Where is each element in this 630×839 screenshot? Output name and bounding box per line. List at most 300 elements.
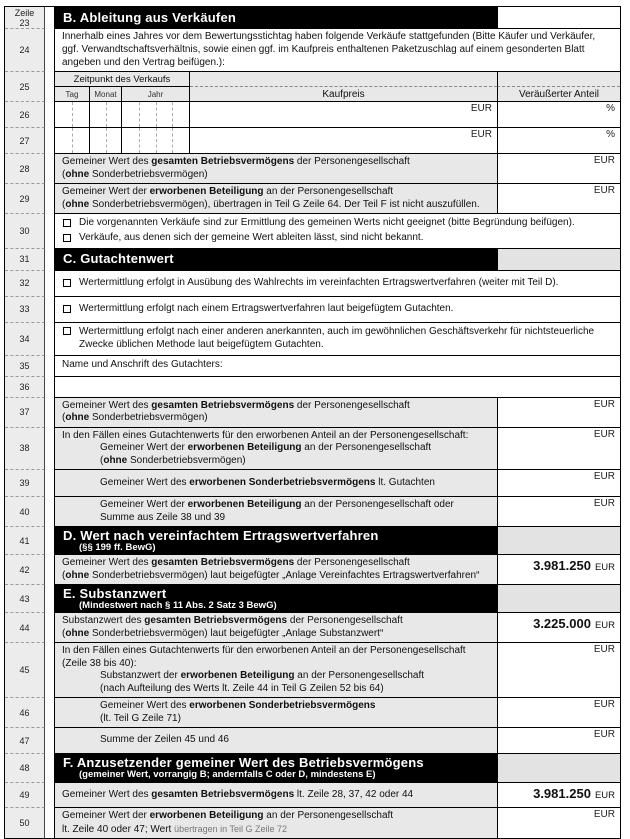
digit-divider xyxy=(139,102,140,127)
label-text: In den Fällen eines Gutachtenwerts für den erworbenen Anteil an der Personengesellschaft: xyxy=(62,429,469,441)
row-39-cell xyxy=(54,470,620,497)
section-f-right-cell xyxy=(497,754,620,782)
section-e-subtitle: (Mindestwert nach § 11 Abs. 2 Satz 3 BewG) xyxy=(79,599,277,611)
row-47-cell xyxy=(54,728,620,754)
sale-date-group-header: Zeitpunkt des Verkaufs xyxy=(55,72,190,87)
digit-divider xyxy=(156,128,157,153)
label-text: Sonderbetriebsvermögen) laut beigefügter „Anlage Substanzwert“ xyxy=(89,627,384,639)
label-text: an der Personengesellschaft xyxy=(294,670,425,682)
label-text-bold: erworbenen Beteiligung xyxy=(187,442,302,454)
label-text: Sonderbetriebsvermögen) xyxy=(127,454,246,466)
label-text: Gemeiner Wert des xyxy=(62,399,152,411)
row-28-cell xyxy=(54,154,620,184)
zeile-number: 44 xyxy=(19,622,30,633)
checkbox-label: Verkäufe, aus denen sich der gemeine Wert ableiten lässt, sind nicht bekannt. xyxy=(79,232,424,244)
anteil-header-spacer xyxy=(497,72,620,87)
section-b-header xyxy=(55,7,497,28)
label-text-bold: ohne xyxy=(65,412,90,424)
form-row-31 xyxy=(5,249,620,271)
label-text-bold: gesamten Betriebsvermögens xyxy=(151,788,295,800)
section-e-header xyxy=(55,585,497,612)
zeile-number: 47 xyxy=(19,735,30,746)
zeile-cell xyxy=(5,555,45,585)
checkbox-line xyxy=(62,277,612,290)
label-text-bold: gesamten Betriebsvermögens xyxy=(144,615,288,627)
checkbox-line xyxy=(62,303,612,316)
digit-divider xyxy=(72,128,73,153)
section-f-row xyxy=(54,754,620,783)
section-c-right-cell xyxy=(497,249,620,270)
sales-intro-text: Innerhalb eines Jahres vor dem Bewertungsstichtag haben folgende Verkäufe stattgefunden (Bitte Käufer und Verkäufer, ggf. Verwandtschaftsverhältnis, sowie einen ggf. im Kaufpreis enthaltenen Paketzuschlag auf einem gesonderten Blatt angeben und den Vertrag beifügen.): xyxy=(62,31,596,68)
form-row-36 xyxy=(5,377,620,398)
section-c-title: C. Gutachtenwert xyxy=(63,251,174,267)
label-text: Gemeiner Wert des xyxy=(62,156,152,168)
zeile-number: 27 xyxy=(19,135,30,146)
label-text: der Personengesellschaft xyxy=(294,557,410,569)
zeile-cell xyxy=(5,728,45,754)
section-e-row xyxy=(54,585,620,613)
form-row-38 xyxy=(5,428,620,471)
label-text: der Personengesellschaft xyxy=(294,156,410,168)
label-text-bold: erworbenen Beteiligung xyxy=(149,186,264,198)
checkbox-icon[interactable] xyxy=(63,279,71,287)
label-text: (nach Aufteilung des Werts lt. Zeile 44 in Teil G Zeilen 52 bis 64) xyxy=(100,682,384,694)
row-46-cell xyxy=(54,698,620,728)
tax-form-sheet xyxy=(4,6,621,839)
zeile-number: 35 xyxy=(19,360,30,371)
column-gap xyxy=(45,154,54,184)
label-text-bold: erworbenen Beteiligung xyxy=(149,810,264,822)
form-row-28 xyxy=(5,154,620,184)
form-row-48 xyxy=(5,754,620,783)
checkbox-line xyxy=(62,326,612,352)
zeile-number: 49 xyxy=(19,790,30,801)
zeile-cell xyxy=(5,808,45,838)
zeile-cell xyxy=(5,356,45,377)
column-gap xyxy=(45,102,54,128)
form-row-39 xyxy=(5,470,620,497)
label-text: ( xyxy=(62,198,66,210)
eur-value-field-46[interactable] xyxy=(497,698,620,727)
label-text: Gemeiner Wert des xyxy=(62,788,152,800)
zeile-number: 38 xyxy=(19,443,30,454)
label-text: Summe der Zeilen 45 und 46 xyxy=(100,734,229,746)
zeile-cell xyxy=(5,271,45,297)
kaufpreis-input-2[interactable] xyxy=(190,128,497,153)
label-text: an der Personengesellschaft oder xyxy=(301,499,454,511)
column-gap xyxy=(45,754,54,783)
column-gap xyxy=(45,555,54,585)
zeile-cell xyxy=(5,428,45,471)
zeile-number: 37 xyxy=(19,407,30,418)
row-42-label xyxy=(55,555,497,584)
column-gap xyxy=(45,297,54,323)
label-text-bold: erworbenen Sonderbetriebsvermögens xyxy=(189,476,376,488)
gutachter-label: Name und Anschrift des Gutachters: xyxy=(62,359,223,371)
digit-divider xyxy=(156,102,157,127)
label-text-bold: erworbenen Beteiligung xyxy=(187,499,302,511)
zeile-header-cell xyxy=(5,7,45,29)
zeile-number: 48 xyxy=(19,763,30,774)
zeile-number: 34 xyxy=(19,333,30,344)
row-45-cell xyxy=(54,643,620,698)
row-32-cell xyxy=(54,271,620,297)
zeile-number: 36 xyxy=(19,381,30,392)
checkbox-icon[interactable] xyxy=(63,234,71,242)
column-gap xyxy=(45,29,54,72)
eur-unit-label: EUR xyxy=(593,398,615,410)
column-gap xyxy=(45,808,54,838)
label-text: Sonderbetriebsvermögen) xyxy=(89,168,208,180)
eur-unit-label: EUR xyxy=(593,185,615,197)
form-row-27 xyxy=(5,128,620,154)
column-gap xyxy=(45,323,54,356)
row-47-label xyxy=(55,728,497,753)
month-column-header: Monat xyxy=(90,87,122,101)
section-d-header xyxy=(55,527,497,554)
eur-value-field-28[interactable] xyxy=(497,154,620,183)
zeile-number: 46 xyxy=(19,707,30,718)
column-gap xyxy=(45,613,54,643)
label-text-bold: gesamten Betriebsvermögens xyxy=(151,399,295,411)
eur-value-field-38[interactable] xyxy=(497,428,620,470)
sale-header-top xyxy=(55,72,620,87)
percent-unit-label: % xyxy=(606,103,615,115)
eur-unit-label: EUR xyxy=(593,809,615,821)
label-text: lt. Zeile 40 oder 47; Wert xyxy=(62,823,175,835)
row-40-label xyxy=(55,497,497,526)
section-d-row xyxy=(54,527,620,555)
label-text: Gemeiner Wert der xyxy=(100,499,188,511)
row-40-cell xyxy=(54,497,620,527)
form-row-24 xyxy=(5,29,620,72)
zeile-label: Zeile xyxy=(14,7,35,18)
row-49-label xyxy=(55,783,497,807)
zeile-cell xyxy=(5,72,45,102)
section-c-row xyxy=(54,249,620,271)
zeile-cell xyxy=(5,214,45,249)
zeile-cell xyxy=(5,497,45,527)
sales-intro-cell xyxy=(54,29,620,72)
zeile-number: 31 xyxy=(19,254,30,265)
form-row-25 xyxy=(5,72,620,102)
digit-divider xyxy=(139,128,140,153)
label-text: Gemeiner Wert der xyxy=(100,442,188,454)
column-gap xyxy=(45,7,54,29)
column-gap xyxy=(45,527,54,555)
zeile-cell xyxy=(5,698,45,728)
row-34-cell xyxy=(54,323,620,356)
sale-entry-row-1 xyxy=(54,102,620,128)
section-d-title: D. Wert nach vereinfachtem Ertragswertverfahren xyxy=(63,527,379,543)
eur-unit-label: EUR xyxy=(593,699,615,711)
eur-unit-label: EUR xyxy=(470,103,492,115)
section-f-subtitle: (gemeiner Wert, vorrangig B; andernfalls C oder D, mindestens E) xyxy=(79,769,376,781)
zeile-number: 39 xyxy=(19,478,30,489)
label-text: Gemeiner Wert der xyxy=(62,186,150,198)
kaufpreis-header-spacer xyxy=(190,72,497,87)
row-30-cell xyxy=(54,214,620,249)
row-49-cell xyxy=(54,783,620,808)
section-c-header xyxy=(55,249,497,270)
section-b-title: B. Ableitung aus Verkäufen xyxy=(63,9,237,25)
column-gap xyxy=(45,428,54,471)
column-gap xyxy=(45,249,54,271)
label-text: der Personengesellschaft xyxy=(294,399,410,411)
zeile-number: 32 xyxy=(19,278,30,289)
column-gap xyxy=(45,128,54,154)
column-gap xyxy=(45,783,54,808)
label-text: an der Personengesellschaft xyxy=(263,810,394,822)
label-text: ( xyxy=(62,627,66,639)
label-text: Gemeiner Wert des xyxy=(100,476,190,488)
eur-unit-label: EUR xyxy=(593,644,615,656)
zeile-number: 33 xyxy=(19,304,30,315)
row-42-cell xyxy=(54,555,620,585)
label-text: Summe aus Zeile 38 und 39 xyxy=(100,511,226,523)
form-row-40 xyxy=(5,497,620,527)
eur-unit-label: EUR xyxy=(593,428,615,440)
gutachter-entry-area[interactable] xyxy=(54,377,620,398)
column-gap xyxy=(45,72,54,102)
year-input-1[interactable] xyxy=(122,102,190,127)
eur-value-field-44[interactable] xyxy=(497,613,620,642)
year-input-2[interactable] xyxy=(122,128,190,153)
row-45-label xyxy=(55,643,497,697)
zeile-number: 40 xyxy=(19,506,30,517)
form-row-43 xyxy=(5,585,620,613)
form-row-37 xyxy=(5,398,620,428)
value-amount: 3.225.000 xyxy=(533,616,591,632)
zeile-cell xyxy=(5,398,45,428)
label-text-bold: gesamten Betriebsvermögens xyxy=(151,557,295,569)
form-row-35 xyxy=(5,356,620,377)
row-37-cell xyxy=(54,398,620,428)
digit-divider xyxy=(72,102,73,127)
form-row-34 xyxy=(5,323,620,356)
zeile-number: 24 xyxy=(19,45,30,56)
zeile-cell xyxy=(5,783,45,808)
day-column-header: Tag xyxy=(55,87,90,101)
zeile-cell xyxy=(5,470,45,497)
eur-value-field-50[interactable] xyxy=(497,808,620,838)
column-gap xyxy=(45,585,54,613)
form-row-45 xyxy=(5,643,620,698)
column-gap xyxy=(45,728,54,754)
label-text: ( xyxy=(62,168,66,180)
form-row-32 xyxy=(5,271,620,297)
eur-unit-label: EUR xyxy=(593,471,615,483)
label-text: In den Fällen eines Gutachtenwerts für den erworbenen Anteil an der Personengesellschaft xyxy=(62,645,466,657)
column-gap xyxy=(45,398,54,428)
eur-value-field-47[interactable] xyxy=(497,728,620,753)
checkbox-line xyxy=(62,232,612,245)
year-column-header: Jahr xyxy=(122,87,190,101)
row-29-cell xyxy=(54,184,620,214)
eur-unit-label: EUR xyxy=(594,619,615,631)
zeile-number: 23 xyxy=(19,17,30,28)
label-text: ( xyxy=(62,569,66,581)
zeile-cell xyxy=(5,249,45,271)
row-35-cell xyxy=(54,356,620,377)
form-row-29 xyxy=(5,184,620,214)
label-text: ( xyxy=(62,412,66,424)
section-e-right-cell xyxy=(497,585,620,612)
label-text: lt. Gutachten xyxy=(375,476,435,488)
digit-divider xyxy=(106,102,107,127)
zeile-cell xyxy=(5,323,45,356)
label-text: Sonderbetriebsvermögen), übertragen in Teil G Zeile 64. Der Teil F ist nicht auszufüllen. xyxy=(89,198,480,210)
label-text-bold: ohne xyxy=(103,454,128,466)
checkbox-icon[interactable] xyxy=(63,219,71,227)
label-text: der Personengesellschaft xyxy=(287,615,403,627)
eur-unit-label: EUR xyxy=(593,498,615,510)
checkbox-label: Die vorgenannten Verkäufe sind zur Ermittlung des gemeinen Werts nicht geeignet (bitte Begründung beifügen). xyxy=(79,217,575,229)
column-gap xyxy=(45,356,54,377)
label-text: an der Personengesellschaft xyxy=(301,442,432,454)
label-text-bold: ohne xyxy=(65,569,90,581)
zeile-number: 42 xyxy=(19,564,30,575)
eur-unit-label: EUR xyxy=(593,155,615,167)
eur-value-field-49[interactable] xyxy=(497,783,620,807)
form-row-47 xyxy=(5,728,620,754)
checkbox-icon[interactable] xyxy=(63,305,71,313)
label-text: Sonderbetriebsvermögen) laut beigefügter „Anlage Vereinfachtes Ertragswertverfahren“ xyxy=(89,569,480,581)
digit-divider xyxy=(172,128,173,153)
kaufpreis-input-1[interactable] xyxy=(190,102,497,127)
row-39-label xyxy=(55,470,497,496)
row-44-cell xyxy=(54,613,620,643)
anteil-input-1[interactable] xyxy=(497,102,620,127)
form-row-33 xyxy=(5,297,620,323)
zeile-cell xyxy=(5,643,45,698)
column-gap xyxy=(45,184,54,214)
checkbox-line xyxy=(62,217,612,230)
form-row-30 xyxy=(5,214,620,249)
label-text-bold: erworbenen Beteiligung xyxy=(180,670,295,682)
label-text: Gemeiner Wert der xyxy=(62,810,150,822)
column-gap xyxy=(45,214,54,249)
eur-unit-label: EUR xyxy=(593,729,615,741)
form-row-26 xyxy=(5,102,620,128)
zeile-number: 26 xyxy=(19,109,30,120)
column-gap xyxy=(45,470,54,497)
label-text: lt. Zeile 28, 37, 42 oder 44 xyxy=(294,788,414,800)
value-amount: 3.981.250 xyxy=(533,558,591,574)
zeile-cell xyxy=(5,585,45,613)
zeile-number: 28 xyxy=(19,163,30,174)
zeile-number: 30 xyxy=(19,226,30,237)
label-text: an der Personengesellschaft xyxy=(263,186,394,198)
zeile-cell xyxy=(5,102,45,128)
section-d-subtitle: (§§ 199 ff. BewG) xyxy=(79,541,156,553)
row-37-label xyxy=(55,398,497,427)
eur-unit-label: EUR xyxy=(594,561,615,573)
anteil-input-2[interactable] xyxy=(497,128,620,153)
sale-header-bottom xyxy=(55,87,620,101)
row-33-cell xyxy=(54,297,620,323)
row-50-cell xyxy=(54,808,620,838)
zeile-cell xyxy=(5,297,45,323)
checkbox-icon[interactable] xyxy=(63,327,71,335)
eur-value-field-37[interactable] xyxy=(497,398,620,427)
label-text: Sonderbetriebsvermögen) xyxy=(89,412,208,424)
label-text-reference: übertragen in Teil G Zeile 72 xyxy=(174,823,287,834)
eur-unit-label: EUR xyxy=(470,129,492,141)
label-text: (lt. Teil G Zeile 71) xyxy=(100,712,181,724)
digit-divider xyxy=(172,102,173,127)
sale-table-header xyxy=(54,72,620,102)
zeile-number: 25 xyxy=(19,81,30,92)
form-row-44 xyxy=(5,613,620,643)
label-text: Gemeiner Wert des xyxy=(100,700,190,712)
checkbox-label: Wertermittlung erfolgt in Ausübung des Wahlrechts im vereinfachten Ertragswertverfahren (weiter mit Teil D). xyxy=(79,277,559,289)
eur-value-field-45[interactable] xyxy=(497,643,620,697)
label-text-bold: ohne xyxy=(65,627,90,639)
zeile-number: 50 xyxy=(19,818,30,829)
sale-entry-row-2 xyxy=(54,128,620,154)
checkbox-label: Wertermittlung erfolgt nach einem Ertragswertverfahren laut beigefügtem Gutachten. xyxy=(79,303,454,315)
row-50-label xyxy=(55,808,497,838)
row-46-label xyxy=(55,698,497,727)
form-row-41 xyxy=(5,527,620,555)
form-row-23 xyxy=(5,7,620,29)
eur-value-field-39[interactable] xyxy=(497,470,620,496)
zeile-cell xyxy=(5,377,45,398)
row-38-label xyxy=(55,428,497,470)
zeile-cell xyxy=(5,613,45,643)
column-gap xyxy=(45,271,54,297)
section-e-title: E. Substanzwert xyxy=(63,585,167,601)
column-gap xyxy=(45,698,54,728)
eur-value-field-29[interactable] xyxy=(497,184,620,213)
zeile-cell xyxy=(5,754,45,783)
zeile-cell xyxy=(5,154,45,184)
row-38-cell xyxy=(54,428,620,471)
row-28-label xyxy=(55,154,497,183)
zeile-number: 45 xyxy=(19,665,30,676)
eur-value-field-40[interactable] xyxy=(497,497,620,526)
section-d-right-cell xyxy=(497,527,620,554)
day-input-1[interactable] xyxy=(55,102,90,127)
form-row-50 xyxy=(5,808,620,838)
row-44-label xyxy=(55,613,497,642)
row-29-label xyxy=(55,184,497,213)
form-row-49 xyxy=(5,783,620,808)
percent-unit-label: % xyxy=(606,129,615,141)
label-text: (Zeile 38 bis 40): xyxy=(62,657,137,669)
month-input-2[interactable] xyxy=(90,128,122,153)
checkbox-label: Wertermittlung erfolgt nach einer anderen anerkannten, auch im gewöhnlichen Geschäftsverkehr für nichtsteuerliche Zwecke üblichen Methode laut beigefügtem Gutachten. xyxy=(79,325,595,350)
label-text: Substanzwert des xyxy=(62,615,145,627)
eur-value-field-42[interactable] xyxy=(497,555,620,584)
day-input-2[interactable] xyxy=(55,128,90,153)
label-text: Substanzwert der xyxy=(100,670,181,682)
section-f-title: F. Anzusetzender gemeiner Wert des Betriebsvermögens xyxy=(63,755,424,771)
zeile-cell xyxy=(5,128,45,154)
form-row-42 xyxy=(5,555,620,585)
zeile-cell xyxy=(5,527,45,555)
value-amount: 3.981.250 xyxy=(533,786,591,802)
label-text-bold: ohne xyxy=(65,198,90,210)
column-gap xyxy=(45,497,54,527)
eur-unit-label: EUR xyxy=(594,789,615,801)
label-text-bold: erworbenen Sonderbetriebsvermögens xyxy=(189,700,376,712)
label-text-bold: gesamten Betriebsvermögens xyxy=(151,156,295,168)
month-input-1[interactable] xyxy=(90,102,122,127)
digit-divider xyxy=(106,128,107,153)
label-text: ( xyxy=(100,454,104,466)
